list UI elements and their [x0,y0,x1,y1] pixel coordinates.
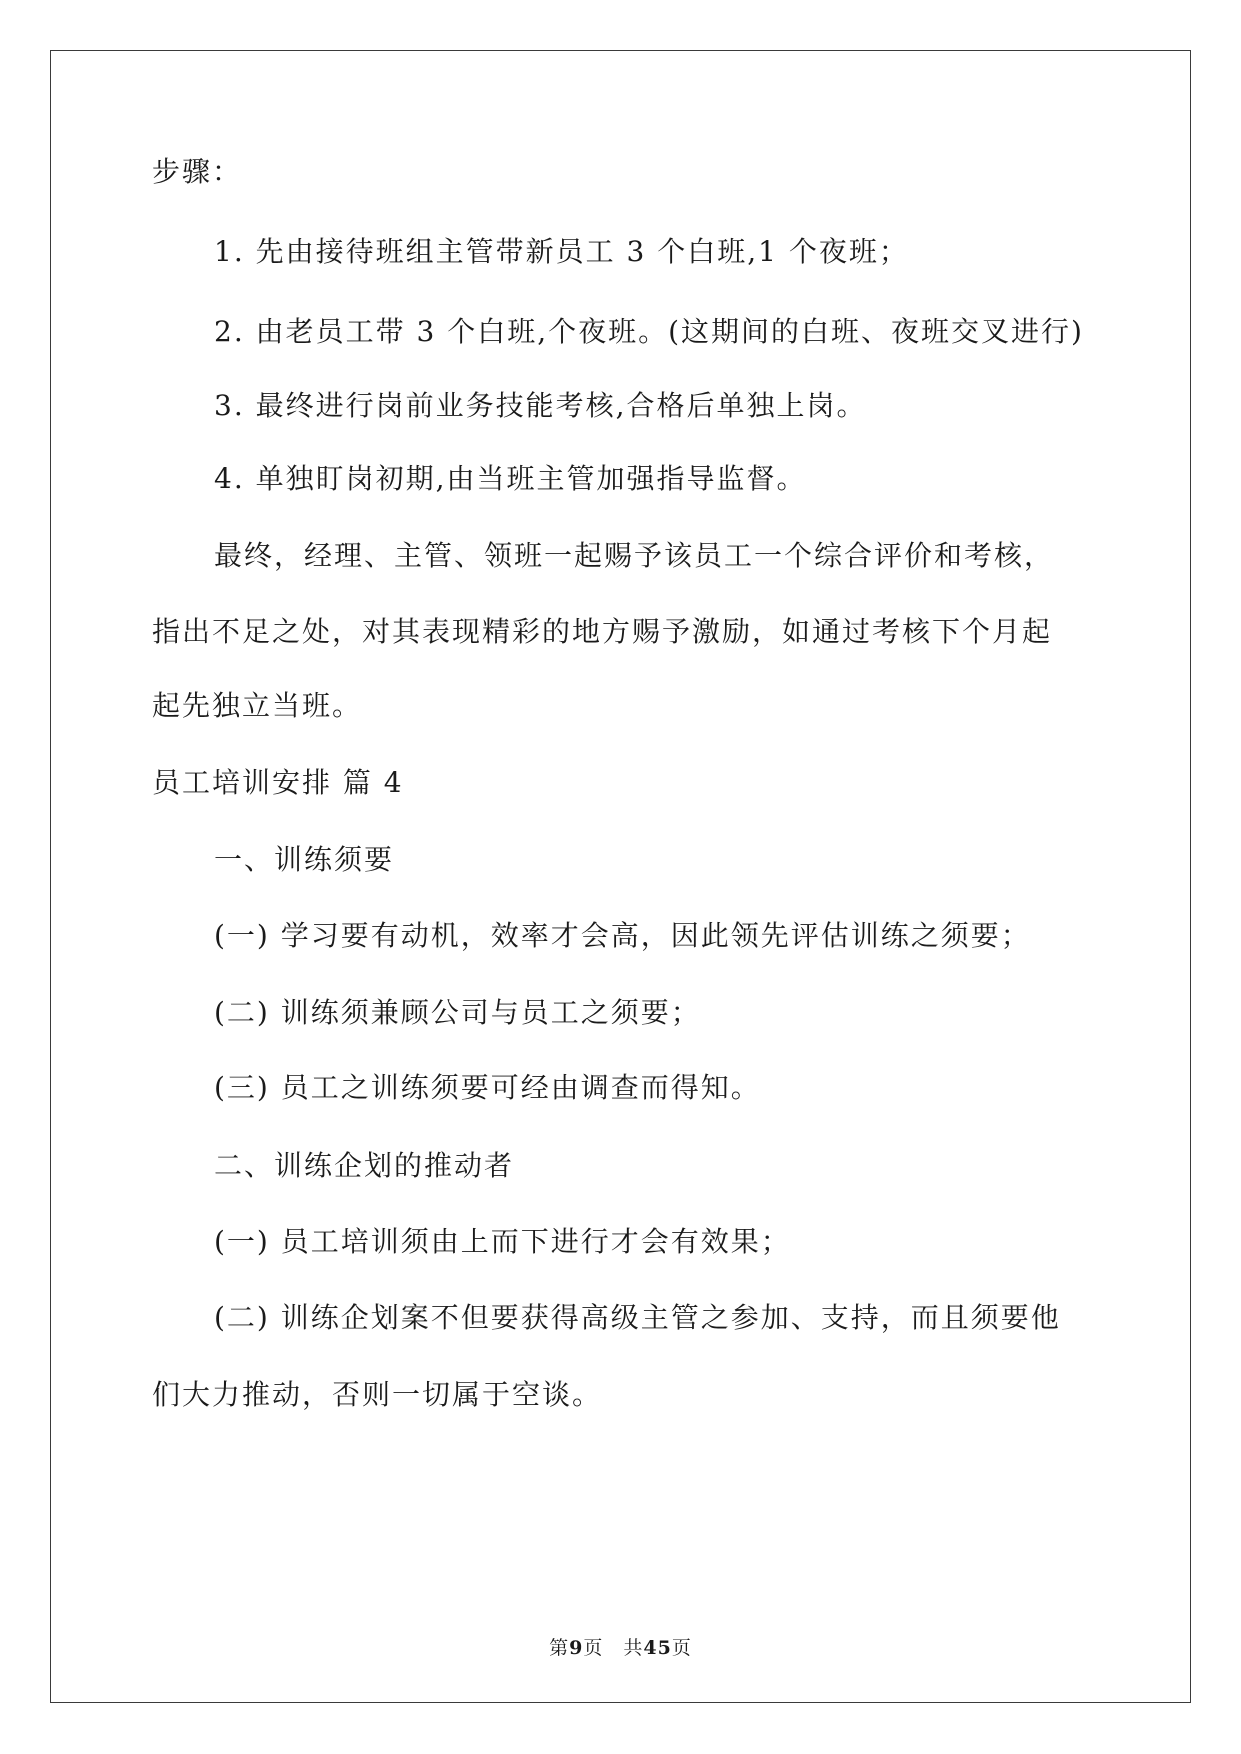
footer-page-number: 9 [569,1637,584,1659]
paragraph-needs-3: (三) 员工之训练须要可经由调查而得知。 [214,1071,761,1104]
paragraph-promoter-2-line-2: 们大力推动，否则一切属于空谈。 [152,1378,603,1411]
paragraph-needs-2: (二) 训练须兼顾公司与员工之须要； [214,996,701,1029]
paragraph-steps-heading: 步骤： [152,155,243,188]
footer-suffix: 页 [671,1637,692,1659]
section-title: 员工培训安排 篇 4 [152,766,404,799]
footer-middle: 页 共 [583,1637,644,1659]
paragraph-step-2: 2. 由老员工带 3 个白班,个夜班。(这期间的白班、夜班交叉进行) [214,315,1084,348]
paragraph-step-1: 1. 先由接待班组主管带新员工 3 个白班,1 个夜班； [214,235,909,268]
paragraph-summary-line-2: 指出不足之处，对其表现精彩的地方赐予激励，如通过考核下个月起 [152,615,1053,648]
paragraph-step-3: 3. 最终进行岗前业务技能考核,合格后单独上岗。 [214,389,867,422]
paragraph-summary-line-3: 起先独立当班。 [152,689,363,722]
paragraph-summary-line-1: 最终，经理、主管、领班一起赐予该员工一个综合评价和考核， [214,539,1055,572]
page-footer [0,1636,1241,1660]
paragraph-promoter-2-line-1: (二) 训练企划案不但要获得高级主管之参加、支持，而且须要他 [214,1301,1061,1334]
footer-prefix: 第 [549,1637,570,1659]
heading-training-needs: 一、训练须要 [214,843,395,876]
paragraph-step-4: 4. 单独盯岗初期,由当班主管加强指导监督。 [214,462,807,495]
footer-total-pages: 45 [643,1637,672,1659]
paragraph-promoter-1: (一) 员工培训须由上而下进行才会有效果； [214,1225,791,1258]
paragraph-needs-1: (一) 学习要有动机，效率才会高，因此领先评估训练之须要； [214,919,1031,952]
heading-plan-promoter: 二、训练企划的推动者 [214,1149,515,1182]
